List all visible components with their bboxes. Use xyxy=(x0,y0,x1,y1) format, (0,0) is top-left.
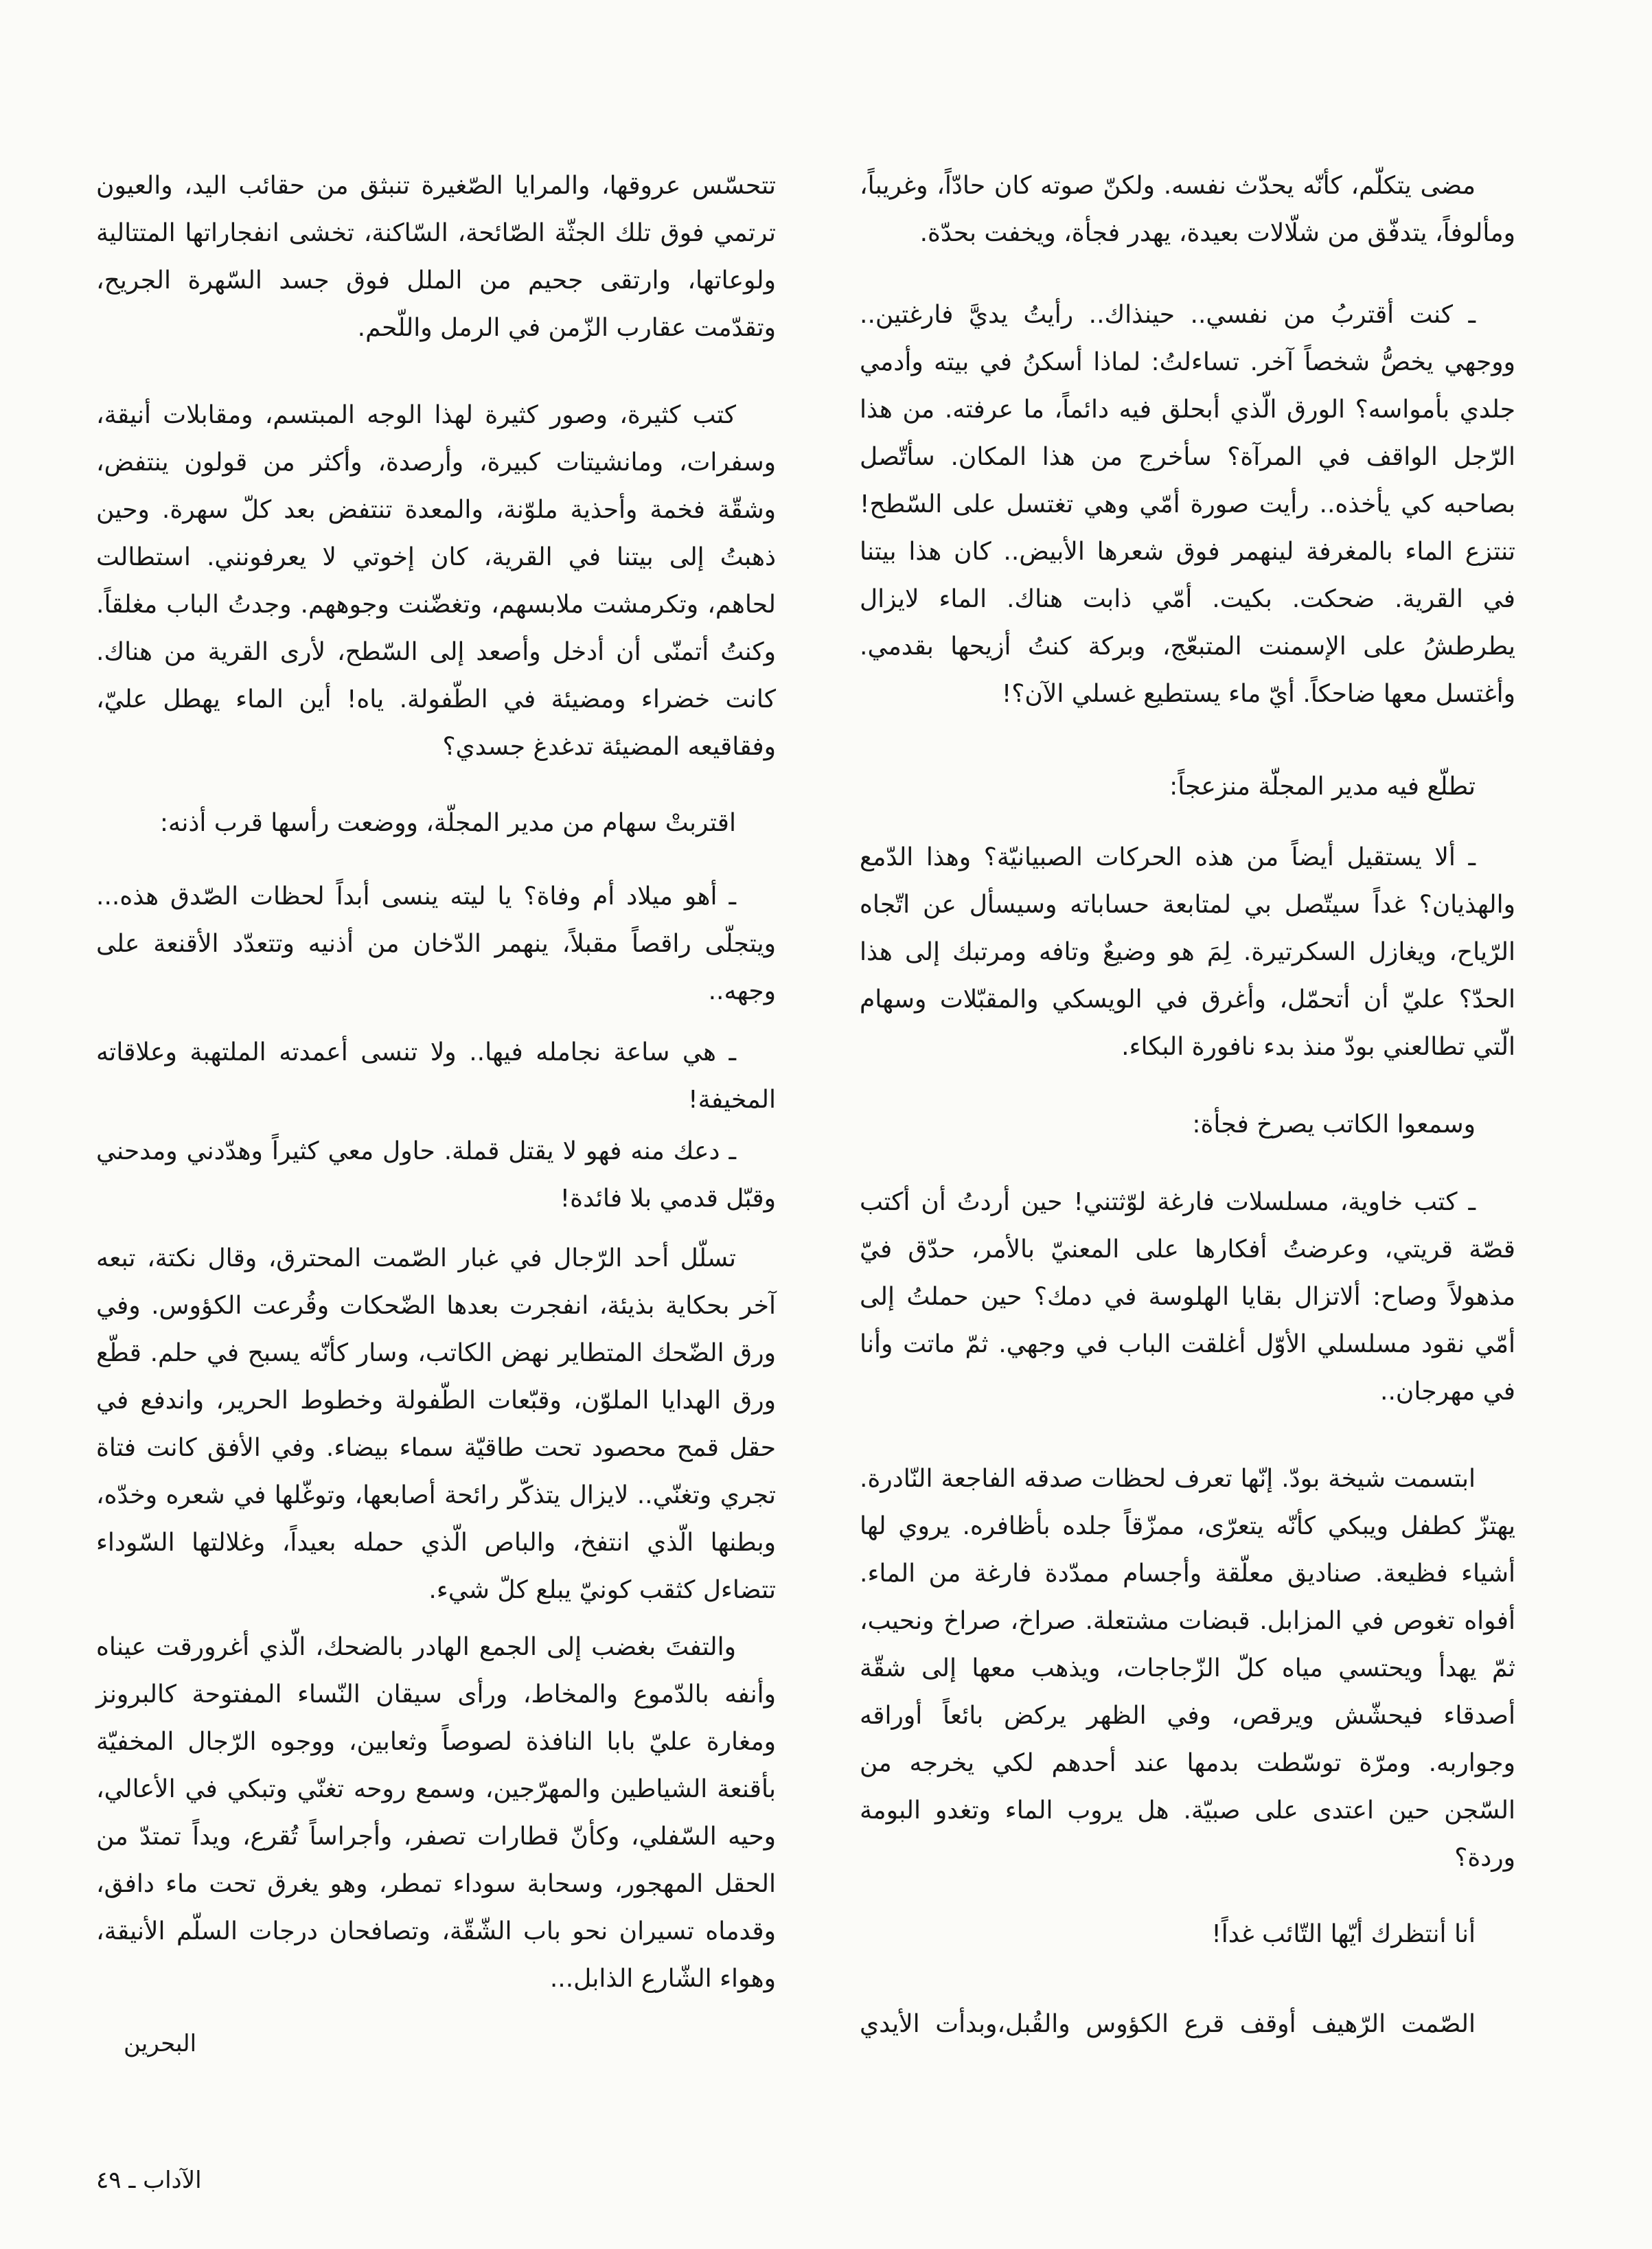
continued-paragraph: الصّمت الرّهيف أوقف قرع الكؤوس والقُبل،وبدأت الأيدي xyxy=(860,2010,1476,2038)
dialogue-paragraph: ـ أهو ميلاد أم وفاة؟ يا ليته ينسى أبداً لحظات الصّدق هذه... ويتجلّى راقصاً مقبلاً، ينهمر الدّخان من أذنيه وتتعدّد الأقنعة على وجهه.. xyxy=(96,882,776,1005)
dialogue-paragraph: ـ هي ساعة نجامله فيها.. ولا تنسى أعمدته الملتهبة وعلاقاته المخيفة! xyxy=(96,1038,776,1114)
page-footer xyxy=(96,2163,316,2197)
right-text-column xyxy=(860,162,1515,2048)
left-text-column xyxy=(96,162,776,2064)
page-number-label: الآداب ـ ٤٩ xyxy=(96,2167,202,2194)
continued-paragraph: تتحسّس عروقها، والمرايا الصّغيرة تنبثق من حقائب اليد، والعيون ترتمي فوق تلك الجثّة الصّائحة، السّاكنة، تخشى انفجاراتها المتتالية ولوعاتها، وارتقى جحيم من الملل فوق جسد السّهرة الجريح، وتقدّمت عقارب الزّمن في الرمل واللّحم. xyxy=(96,172,776,342)
narrative-paragraph: اقتربتْ سهام من مدير المجلّة، ووضعت رأسها قرب أذنه: xyxy=(159,809,736,837)
narrative-paragraph: تطلّع فيه مدير المجلّة منزعجاً: xyxy=(1169,773,1476,801)
dialogue-paragraph: ـ كنت أقتربُ من نفسي.. حينذاك.. رأيتُ يديَّ فارغتين.. ووجهي يخصُّ شخصاً آخر. تساءلتُ: لماذا أسكنُ في بيته وأدمي جلدي بأمواسه؟ الورق الّذي أبحلق فيه دائماً، ما عرفته. من هذا الرّجل الواقف في المرآة؟ سأخرج من هذا المكان. سأتّصل بصاحبه كي يأخذه.. رأيت صورة أمّي وهي تغتسل على السّطح! تنتزع الماء بالمغرفة لينهمر فوق شعرها الأبيض.. كان هذا بيتنا في القرية. ضحكت. بكيت. أمّي ذابت هناك. الماء لايزال يطرطشُ على الإسمنت المتبعّج، وبركة كنتُ أزيحها بقدمي. وأغتسل معها ضاحكاً. أيّ ماء يستطيع غسلي الآن؟! xyxy=(860,301,1515,708)
author-location-signature: البحرين xyxy=(124,2030,197,2057)
narrative-paragraph: والتفتَ بغضب إلى الجمع الهادر بالضحك، الّذي أغرورقت عيناه وأنفه بالدّموع والمخاط، ورأى سيقان النّساء المفتوحة كالبرونز ومغارة عليّ بابا النافذة لصوصاً وثعابين، ووجوه الرّجال المخفيّة بأقنعة الشياطين والمهرّجين، وسمع روحه تغنّي وتبكي في الأعالي، وحيه السّفلي، وكأنّ قطارات تصفر، وأجراساً تُقرع، ويداً تمتدّ من الحقل المهجور، وسحابة سوداء تمطر، وهو يغرق تحت ماء دافق، وقدماه تسيران نحو باب الشّقّة، وتصافحان درجات السلّم الأنيقة، وهواء الشّارع الذابل... xyxy=(96,1633,776,1993)
narrative-paragraph: ابتسمت شيخة بودّ. إنّها تعرف لحظات صدقه الفاجعة النّادرة. يهتزّ كطفل ويبكي كأنّه يتعرّى، ممزّقاً جلده بأظافره. يروي لها أشياء فظيعة. صناديق معلّقة وأجسام ممدّدة فارغة من الماء. أفواه تغوص في المزابل. قبضات مشتعلة. صراخ، صراخ ونحيب، ثمّ يهدأ ويحتسي مياه كلّ الزّجاجات، ويذهب معها إلى شقّة أصدقاء فيحشّش ويرقص، وفي الظهر يركض بائعاً أوراقه وجواربه. ومرّة توسّطت بدمها عند أحدهم لكي يخرجه من السّجن حين اعتدى على صبيّة. هل يروب الماء وتغدو البومة وردة؟ xyxy=(860,1465,1515,1872)
dialogue-paragraph: ـ ألا يستقيل أيضاً من هذه الحركات الصبيانيّة؟ وهذا الدّمع والهذيان؟ غداً سيتّصل بي لمتابعة حساباته وسيسأل عن اتّجاه الرّياح، ويغازل السكرتيرة. لِمَ هو وضيعٌ وتافه ومرتبك إلى هذا الحدّ؟ عليّ أن أتحمّل، وأغرق في الويسكي والمقبّلات وسهام الّتي تطالعني بودّ منذ بدء نافورة البكاء. xyxy=(860,843,1515,1061)
dialogue-paragraph: ـ دعك منه فهو لا يقتل قملة. حاول معي كثيراً وهدّدني ومدحني وقبّل قدمي بلا فائدة! xyxy=(96,1137,776,1213)
dialogue-paragraph: ـ كتب خاوية، مسلسلات فارغة لوّثتني! حين أردتُ أن أكتب قصّة قريتي، وعرضتُ أفكارها على المعنيّ بالأمر، حدّق فيّ مذهولاً وصاح: ألاتزال بقايا الهلوسة في دمك؟ حين حملتُ إلى أمّي نقود مسلسلي الأوّل أغلقت الباب في وجهي. ثمّ ماتت وأنا في مهرجان.. xyxy=(860,1188,1515,1406)
narrative-paragraph: مضى يتكلّم، كأنّه يحدّث نفسه. ولكنّ صوته كان حادّاً، وغريباً، ومألوفاً، يتدفّق من شلّالات بعيدة، يهدر فجأة، ويخفت بحدّة. xyxy=(860,172,1515,247)
narrative-paragraph: تسلّل أحد الرّجال في غبار الصّمت المحترق، وقال نكتة، تبعه آخر بحكاية بذيئة، انفجرت بعدها الضّحكات وقُرعت الكؤوس. وفي ورق الضّحك المتطاير نهض الكاتب، وسار كأنّه يسبح في حلم. قطّع ورق الهدايا الملوّن، وقبّعات الطّفولة وخطوط الحرير، واندفع في حقل قمح محصود تحت طاقيّة سماء بيضاء. وفي الأفق كانت فتاة تجري وتغنّي.. لايزال يتذكّر رائحة أصابعها، وتوغّلها في شعره وخدّه، وبطنها الّذي انتفخ، والباص الّذي حمله بعيداً، وغلالتها السّوداء تتضاءل كثقب كونيّ يبلع كلّ شيء. xyxy=(96,1244,776,1604)
narrative-paragraph: وسمعوا الكاتب يصرخ فجأة: xyxy=(1192,1110,1476,1139)
narrative-paragraph: كتب كثيرة، وصور كثيرة لهذا الوجه المبتسم، ومقابلات أنيقة، وسفرات، ومانشيتات كبيرة، وأرصدة، وأكثر من قولون ينتفض، وشقّة فخمة وأحذية ملوّنة، والمعدة تنتفض بعد كلّ سهرة. وحين ذهبتُ إلى بيتنا في القرية، كان إخوتي لا يعرفونني. استطالت لحاهم، وتكرمشت ملابسهم، وتغضّنت وجوههم. وجدتُ الباب مغلقاً. وكنتُ أتمنّى أن أدخل وأصعد إلى السّطح، لأرى القرية من هناك. كانت خضراء ومضيئة في الطّفولة. ياه! أين الماء يهطل عليّ، وفقاقيعه المضيئة تدغدغ جسدي؟ xyxy=(96,401,776,761)
narrative-paragraph: أنا أنتظرك أيّها التّائب غداً! xyxy=(1211,1920,1476,1948)
